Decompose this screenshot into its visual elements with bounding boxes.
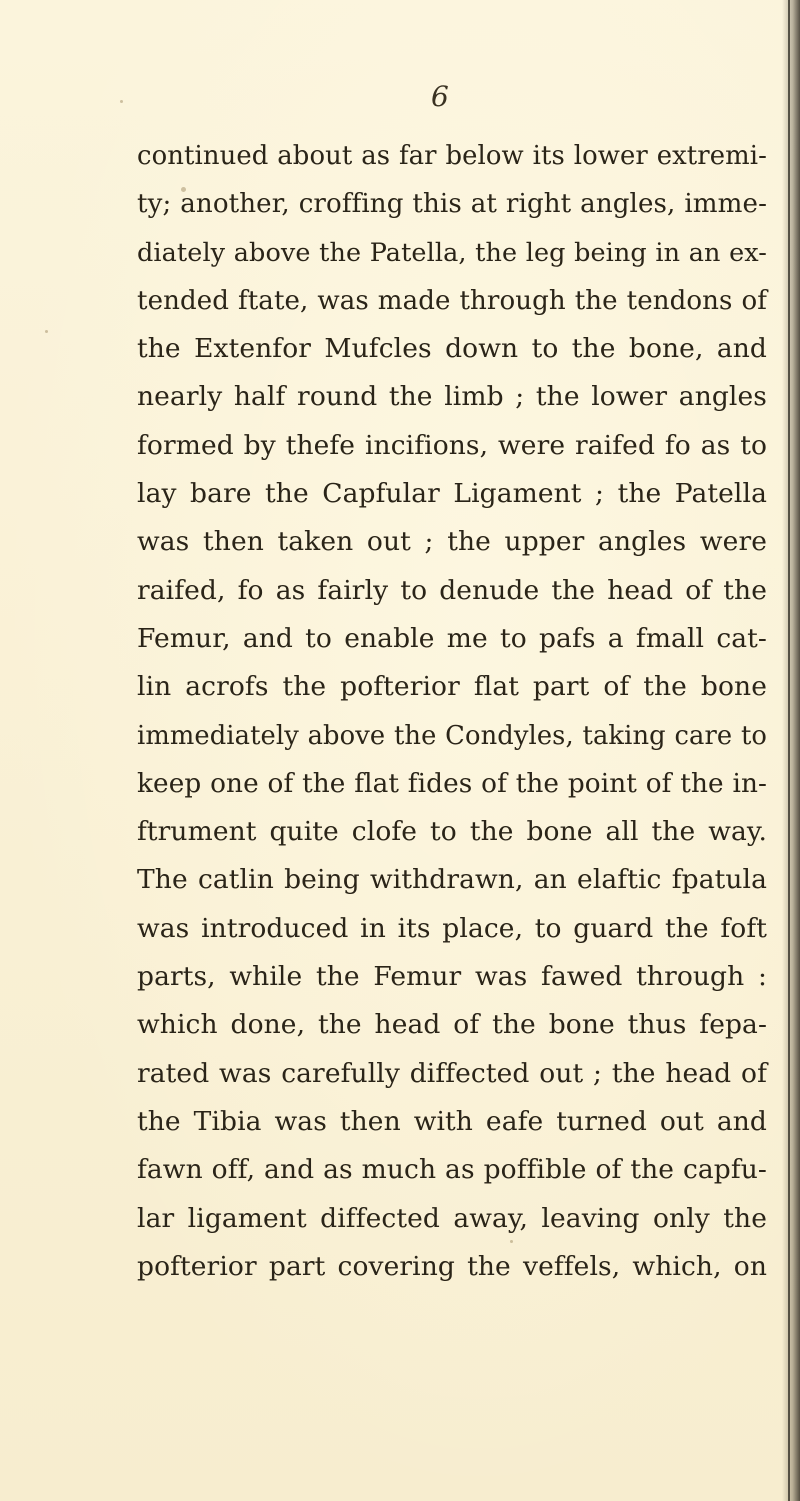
paper-speck: [120, 100, 123, 103]
text-line: lar ligament diffected away, leaving only the: [137, 1202, 767, 1234]
text-line: keep one of the flat fides of the point of the in-: [137, 768, 767, 799]
text-line: was then taken out ; the upper angles were: [137, 526, 767, 558]
text-line: which done, the head of the bone thus fepa-: [137, 1009, 767, 1041]
text-line: tended ftate, was made through the tendons of: [137, 285, 767, 316]
page-number: 6: [431, 80, 449, 113]
text-line: immediately above the Condyles, taking care to: [137, 720, 767, 751]
text-line: pofterior part covering the veffels, which, on: [137, 1250, 767, 1282]
text-line: lin acrofs the pofterior flat part of the bone: [137, 671, 767, 703]
paper-speck: [45, 330, 48, 333]
text-line: continued about as far below its lower extremi-: [137, 141, 767, 171]
text-line: Femur, and to enable me to pafs a fmall cat-: [137, 622, 767, 654]
text-line: ty; another, croffing this at right angles, imme-: [137, 189, 767, 220]
page-edge-line: [788, 0, 790, 1501]
text-line: the Tibia was then with eafe turned out and: [137, 1105, 767, 1137]
text-line: diately above the Patella, the leg being in an ex-: [137, 237, 767, 268]
page-binding-shadow: [782, 0, 800, 1501]
text-line: The catlin being withdrawn, an elaftic fpatula: [137, 864, 767, 896]
text-line: ftrument quite clofe to the bone all the way.: [137, 816, 767, 848]
text-line: lay bare the Capfular Ligament ; the Patella: [137, 478, 767, 510]
text-line: raifed, fo as fairly to denude the head of the: [137, 574, 767, 606]
text-line: parts, while the Femur was fawed through :: [137, 961, 767, 993]
text-line: formed by thefe incifions, were raifed fo as to: [137, 429, 767, 461]
text-line: was introduced in its place, to guard the foft: [137, 912, 767, 944]
text-line: nearly half round the limb ; the lower angles: [137, 381, 767, 413]
text-line: rated was carefully diffected out ; the head of: [137, 1057, 767, 1089]
text-line: fawn off, and as much as poffible of the capfu-: [137, 1154, 767, 1186]
text-line: the Extenfor Mufcles down to the bone, and: [137, 333, 767, 365]
body-text: [137, 132, 767, 1291]
